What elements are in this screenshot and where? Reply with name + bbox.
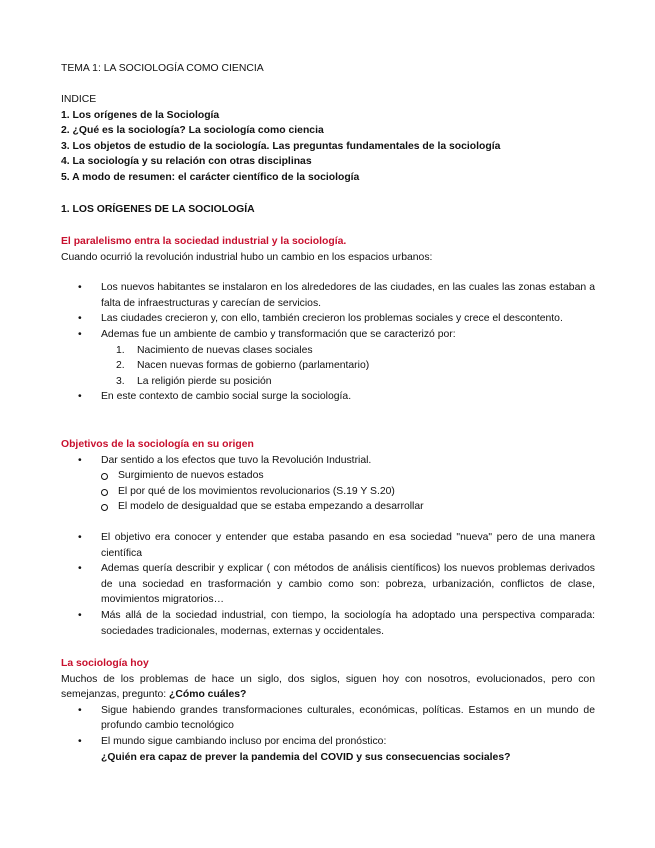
- paragraph-text: Muchos de los problemas de hace un siglo, dos siglos, siguen hoy con nosotros, evolucionados, pero con semejanzas, pregunto:: [61, 673, 595, 701]
- list-item: • El objetivo era conocer y entender que estaba pasando en esa sociedad "nueva" pero de una manera científica: [61, 530, 595, 561]
- list-item: El por qué de los movimientos revolucionarios (S.19 Y S.20): [61, 484, 595, 500]
- item-number: 2.: [116, 360, 125, 372]
- list-item: • El mundo sigue cambiando incluso por encima del pronóstico:: [61, 734, 595, 750]
- list-item: [61, 374, 595, 390]
- item-text: Nacen nuevas formas de gobierno (parlamentario): [137, 360, 370, 372]
- bullet-list: [61, 453, 595, 469]
- index-item: 1. Los orígenes de la Sociología: [61, 109, 220, 121]
- list-item-text: • Ademas fue un ambiente de cambio y transformación que se caracterizó por:: [101, 328, 456, 340]
- index-item: 2. ¿Qué es la sociología? La sociología como ciencia: [61, 125, 324, 137]
- paragraph: [61, 672, 595, 703]
- bullet-list: [61, 280, 595, 342]
- bullet-list: [61, 530, 595, 639]
- subsection-heading: Objetivos de la sociología en su origen: [61, 439, 254, 450]
- index-heading: INDICE: [61, 94, 97, 105]
- list-item: • Dar sentido a los efectos que tuvo la Revolución Industrial.: [61, 453, 595, 469]
- index-item: 5. A modo de resumen: el carácter científico de la sociología: [61, 171, 360, 183]
- paragraph: Cuando ocurrió la revolución industrial hubo un cambio en los espacios urbanos:: [61, 251, 433, 263]
- list-item: • Sigue habiendo grandes transformaciones culturales, económicas, políticas. Estamos en un mundo de profundo cambio tecnológico: [61, 703, 595, 734]
- item-text: Nacimiento de nuevas clases sociales: [137, 344, 313, 356]
- section-heading: 1. LOS ORÍGENES DE LA SOCIOLOGÍA: [61, 204, 255, 215]
- document-title: TEMA 1: LA SOCIOLOGÍA COMO CIENCIA: [61, 63, 264, 74]
- list-item: • Más allá de la sociedad industrial, con tiempo, la sociología ha adoptado una perspectiva comparada: sociedades tradicionales, modernas, externas y occidentales.: [61, 608, 595, 639]
- list-item: Surgimiento de nuevos estados: [61, 468, 595, 484]
- bullet-list: [61, 389, 595, 405]
- question-text: ¿Quién era capaz de prever la pandemia del COVID y sus consecuencias sociales?: [101, 751, 511, 763]
- index-item: 3. Los objetos de estudio de la sociología. Las preguntas fundamentales de la sociología: [61, 140, 501, 152]
- list-item: • Los nuevos habitantes se instalaron en los alrededores de las ciudades, en las cuales las zonas estaban a falta de infraestructuras y carecían de servicios.: [61, 280, 595, 311]
- index-item: 4. La sociología y su relación con otras disciplinas: [61, 156, 312, 168]
- paragraph-question: ¿Cómo cuáles?: [169, 689, 247, 701]
- sub-list: [61, 468, 595, 515]
- list-item: • En este contexto de cambio social surge la sociología.: [61, 389, 595, 405]
- list-item: • Las ciudades crecieron y, con ello, también crecieron los problemas sociales y crece el descontento.: [61, 311, 595, 327]
- item-text: La religión pierde su posición: [137, 375, 272, 387]
- bullet-list: [61, 703, 595, 750]
- item-number: 1.: [116, 344, 125, 356]
- index: [61, 92, 595, 186]
- list-item: • Ademas quería describir y explicar ( con métodos de análisis científicos) los nuevos problemas derivados de una sociedad en trasformación y cambio como son: pobreza, urbanización, conflictos de clase, movimientos migratorios…: [61, 561, 595, 608]
- section-objectives: [61, 437, 595, 639]
- list-item: [61, 343, 595, 359]
- item-number: 3.: [116, 375, 125, 387]
- subsection-heading: La sociología hoy: [61, 658, 149, 669]
- list-item: [61, 327, 595, 343]
- list-item: El modelo de desigualdad que se estaba empezando a desarrollar: [61, 499, 595, 515]
- subsection-heading: El paralelismo entra la sociedad industrial y la sociología.: [61, 236, 347, 247]
- section-origins: [61, 234, 595, 405]
- list-item: [61, 358, 595, 374]
- section-today: [61, 656, 595, 765]
- numbered-list: [61, 343, 595, 390]
